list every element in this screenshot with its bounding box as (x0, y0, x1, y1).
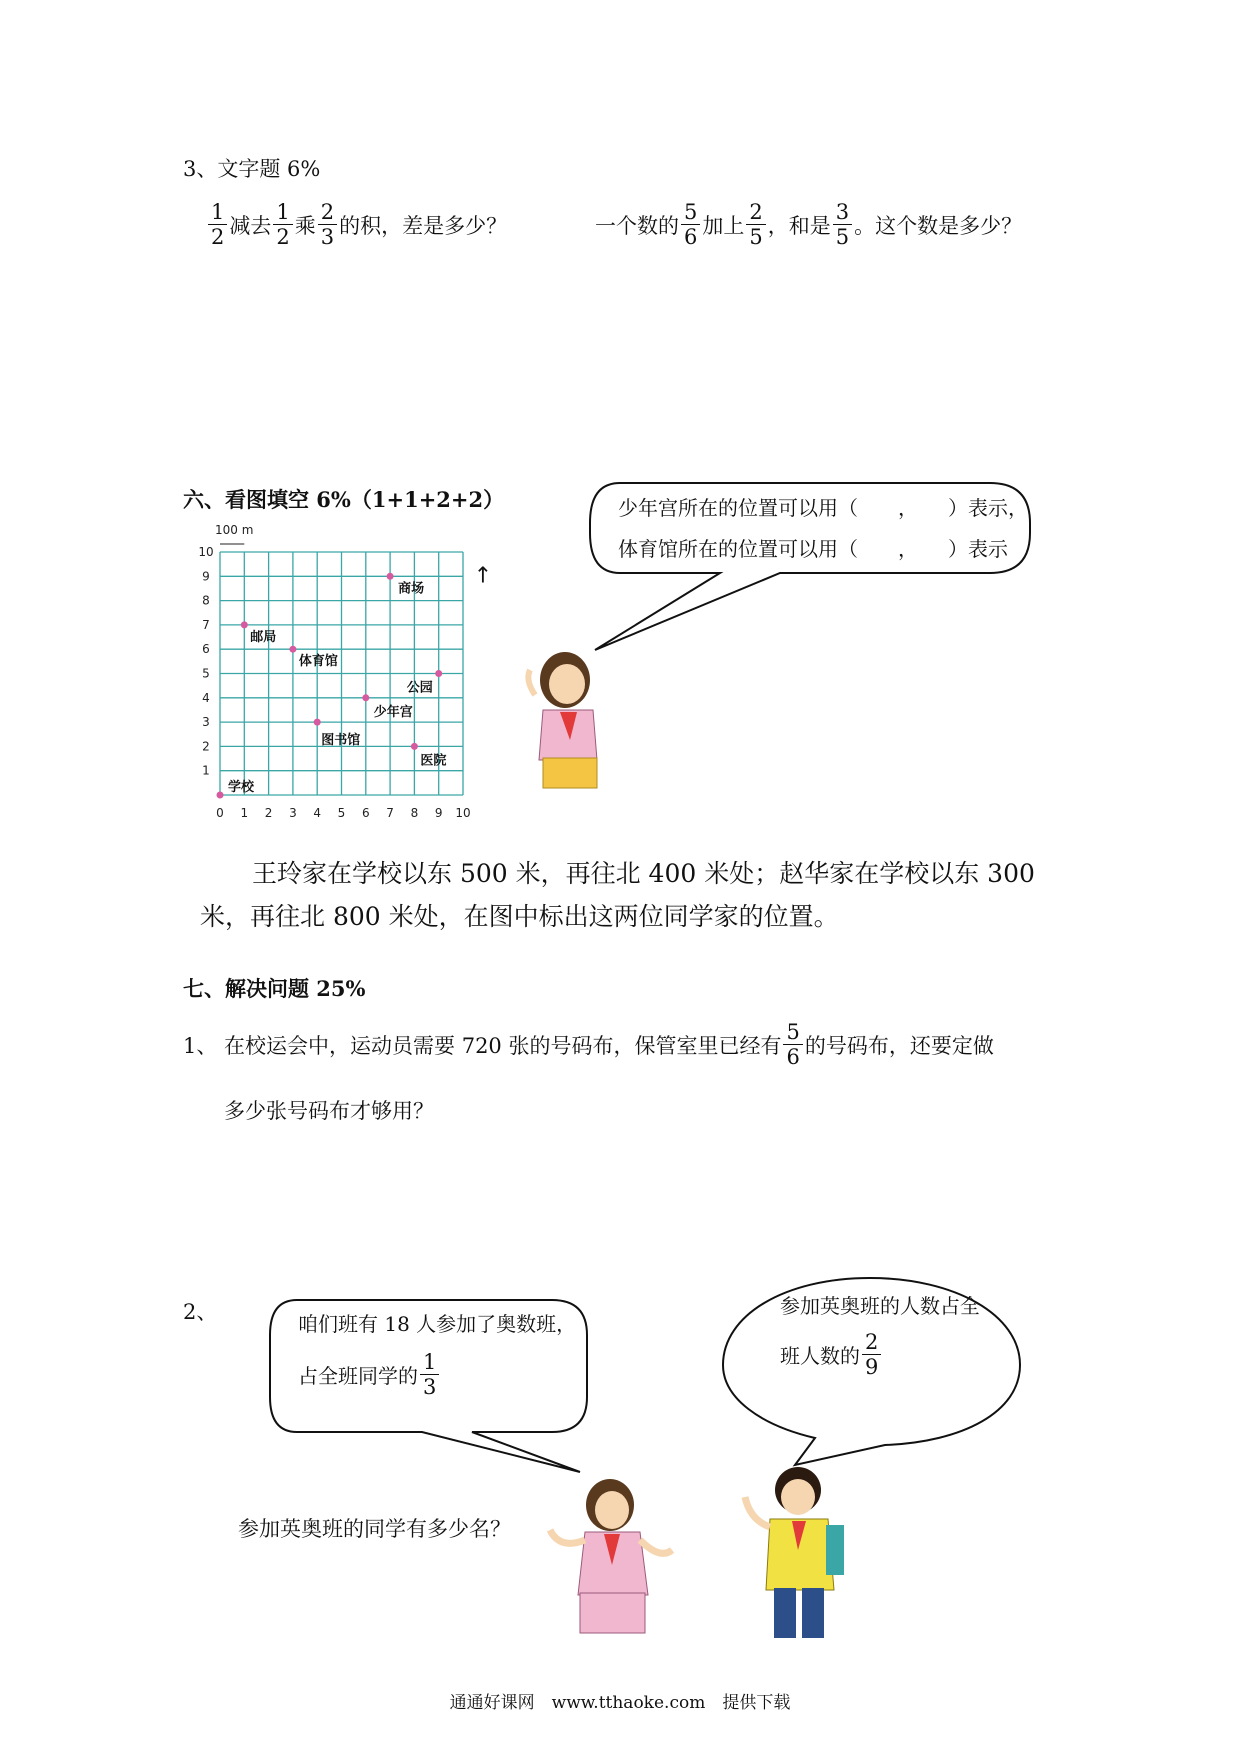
point-label: 学校 (228, 780, 255, 795)
point-marker (241, 621, 248, 628)
point-label: 公园 (406, 680, 433, 696)
bubble-line-1: 少年宫所在的位置可以用（ ， ）表示， (618, 496, 1028, 520)
bubble-left-line-1: 咱们班有 18 人参加了奥数班， (298, 1312, 577, 1336)
boy-illustration (730, 1455, 860, 1650)
y-tick-label: 8 (202, 593, 210, 608)
fraction: $\frac{3}{5}$ (833, 200, 852, 249)
x-tick-label: 9 (434, 806, 443, 820)
fraction: $\frac{1}{3}$ (420, 1350, 439, 1399)
fraction: $\frac{2}{5}$ (746, 200, 765, 249)
section7-question-1-line-2: 多少张号码布才够用？ (224, 1099, 434, 1123)
point-label: 商场 (398, 581, 425, 597)
point-marker (435, 670, 442, 677)
y-tick-label: 10 (198, 545, 214, 559)
y-tick-label: 3 (202, 715, 210, 730)
point-marker (289, 646, 296, 653)
fraction: $\frac{5}{6}$ (681, 200, 700, 249)
bubble-right-line-1: 参加英奥班的人数占全 (780, 1294, 980, 1318)
scale-label: 100 m (215, 523, 254, 537)
x-tick-label: 6 (361, 806, 370, 820)
north-arrow: ↑ (473, 563, 493, 589)
section7-question-1: 1、 在校运会中，运动员需要 720 张的号码布，保管室里已经有 $\frac{5}{6}$ 的号码布，还要定做 (183, 1020, 994, 1069)
y-tick-label: 9 (202, 569, 210, 584)
x-tick-label: 1 (240, 806, 249, 820)
fraction: $\frac{1}{2}$ (273, 200, 292, 249)
section3-title: 3、文字题 6% (183, 157, 321, 181)
section6-paragraph-line-1: 王玲家在学校以东 500 米，再往北 400 米处；赵华家在学校以东 300 (252, 859, 1035, 888)
point-label: 邮局 (250, 629, 277, 645)
point-marker (362, 694, 369, 701)
fraction: $\frac{5}{6}$ (783, 1020, 802, 1069)
bubble-line-2: 体育馆所在的位置可以用（ ， ）表示 (618, 537, 1008, 561)
x-tick-label: 2 (264, 806, 273, 820)
x-tick-label: 3 (289, 806, 297, 820)
point-label: 体育馆 (298, 654, 338, 670)
footer-text: 通通好课网 www.tthaoke.com 提供下载 (449, 1693, 791, 1713)
point-label: 医院 (420, 753, 447, 769)
y-tick-label: 1 (202, 763, 210, 778)
girl-illustration-2 (540, 1470, 680, 1650)
y-tick-label: 6 (202, 642, 210, 657)
x-tick-label: 4 (313, 806, 322, 820)
y-tick-label: 2 (202, 739, 210, 754)
bubble-left-line-2: 占全班同学的 $\frac{1}{3}$ (298, 1350, 441, 1399)
x-tick-label: 8 (410, 806, 419, 820)
point-marker (217, 792, 224, 799)
section6-paragraph-line-2: 米，再往北 800 米处，在图中标出这两位同学家的位置。 (200, 902, 839, 931)
section7-title: 七、解决问题 25% (183, 976, 366, 1001)
coordinate-grid-chart (185, 520, 493, 825)
point-marker (387, 573, 394, 580)
x-tick-label: 0 (216, 806, 224, 820)
section3-question-2: 一个数的 $\frac{5}{6}$ 加上 $\frac{2}{5}$ ，和是 $\frac{3}{5}$ 。这个数是多少？ (595, 200, 1023, 249)
point-marker (411, 743, 418, 750)
y-tick-label: 5 (202, 666, 210, 681)
section7-question-2-text: 参加英奥班的同学有多少名？ (238, 1517, 511, 1541)
fraction: $\frac{2}{9}$ (862, 1330, 881, 1379)
section7-question-2-label: 2、 (183, 1300, 218, 1324)
section3-question-1: $\frac{1}{2}$ 减去 $\frac{1}{2}$ 乘 $\frac{2}{3}$ 的积，差是多少？ (206, 200, 507, 249)
girl-illustration (515, 640, 615, 795)
point-label: 图书馆 (321, 733, 361, 749)
y-tick-label: 7 (202, 617, 210, 632)
point-marker (314, 719, 321, 726)
y-tick-label: 4 (202, 690, 210, 705)
x-tick-label: 10 (455, 806, 471, 820)
bubble-right-line-2: 班人数的 $\frac{2}{9}$ (780, 1330, 883, 1379)
x-tick-label: 5 (337, 806, 346, 820)
section6-title: 六、看图填空 6%（1+1+2+2） (183, 487, 505, 512)
x-tick-label: 7 (386, 806, 394, 820)
point-label: 少年宫 (373, 704, 413, 720)
fraction: $\frac{1}{2}$ (208, 200, 227, 249)
fraction: $\frac{2}{3}$ (318, 200, 337, 249)
